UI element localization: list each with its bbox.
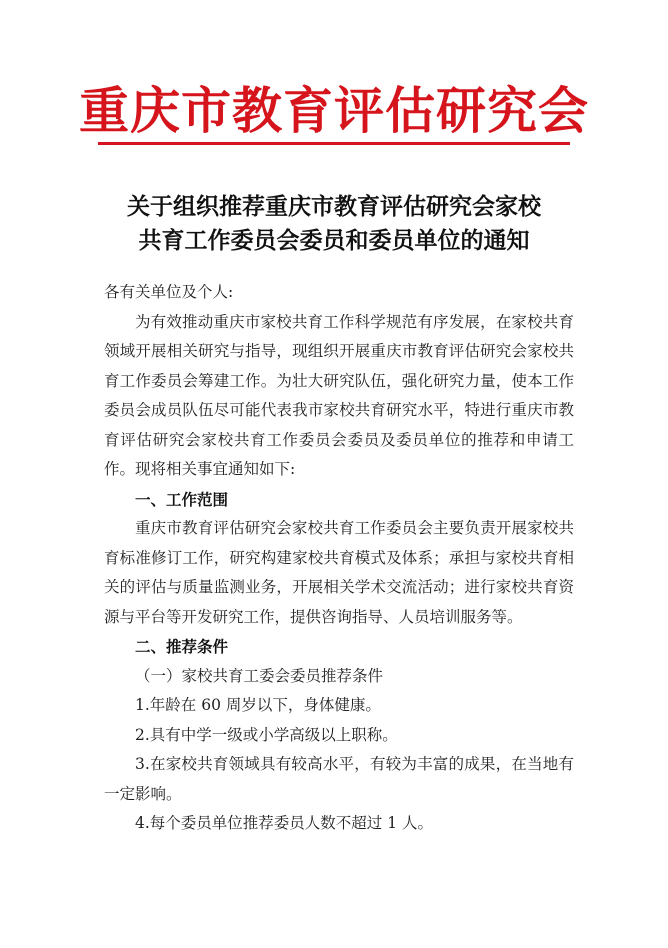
- subsection-1-heading: （一）家校共育工委会委员推荐条件: [135, 666, 384, 685]
- document-title: [60, 190, 608, 258]
- condition-item: 2.具有中学一级或小学高级以上职称。: [135, 725, 398, 744]
- section-1-paragraph: 重庆市教育评估研究会家校共育工作委员会主要负责开展家校共育标准修订工作，研究构建家校共育模式及体系；承担与家校共育相关的评估与质量监测业务，开展相关学术交流活动；进行家校共育资源与平台等开发研究工作，提供咨询指导、人员培训服务等。: [104, 519, 574, 626]
- condition-item: 3.在家校共育领域具有较高水平，有较为丰富的成果，在当地有一定影响。: [104, 755, 574, 803]
- intro-paragraph: 为有效推动重庆市家校共育工作科学规范有序发展，在家校共育领域开展相关研究与指导，现组织开展重庆市教育评估研究会家校共育工作委员会筹建工作。为壮大研究队伍，强化研究力量，使本工作委员会成员队伍尽可能代表我市家校共育研究水平，特进行重庆市教育评估研究会家校共育工作委员会委员及委员单位的推荐和申请工作。现将相关事宜通知如下:: [104, 312, 574, 478]
- document-title-line-1: 关于组织推荐重庆市教育评估研究会家校: [127, 193, 541, 220]
- condition-item: 1.年龄在 60 周岁以下，身体健康。: [135, 696, 381, 714]
- document-body: [104, 278, 574, 839]
- masthead-red-rule: [98, 142, 570, 145]
- section-2-heading: 二、推荐条件: [135, 637, 229, 656]
- document-title-line-2: 共育工作委员会委员和委员单位的通知: [138, 227, 530, 254]
- masthead-org-name: 重庆市教育评估研究会: [79, 81, 589, 140]
- condition-item: 4.每个委员单位推荐委员人数不超过 1 人。: [135, 814, 434, 832]
- section-1-heading: 一、工作范围: [135, 489, 229, 509]
- salutation: 各有关单位及个人:: [104, 283, 234, 301]
